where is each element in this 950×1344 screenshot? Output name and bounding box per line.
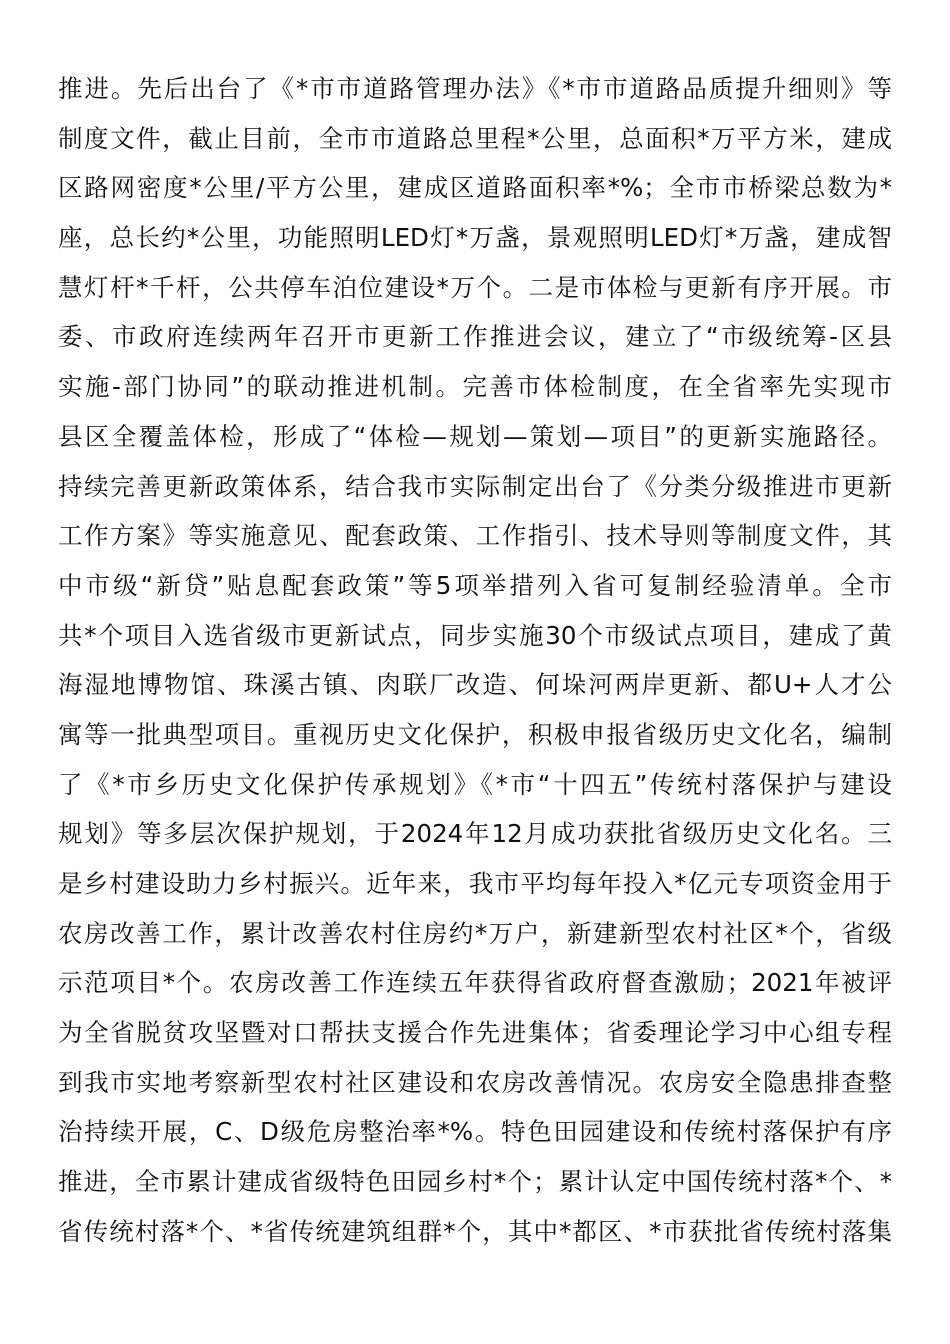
text-line: 座，总长约*公里，功能照明LED灯*万盏，景观照明LED灯*万盏，建成智 [58, 223, 892, 253]
text-line: 实施-部门协同”的联动推进机制。完善市体检制度，在全省率先实现市 [58, 372, 892, 402]
text-line: 了《*市乡历史文化保护传承规划》《*市“十四五”传统村落保护与建设 [58, 769, 892, 799]
text-line: 为全省脱贫攻坚暨对口帮扶支援合作先进集体；省委理论学习中心组专程 [58, 1018, 892, 1048]
text-line: 县区全覆盖体检，形成了“体检—规划—策划—项目”的更新实施路径。 [58, 421, 892, 451]
text-line: 农房改善工作，累计改善农村住房约*万户，新建新型农村社区*个，省级 [58, 918, 892, 948]
text-line: 到我市实地考察新型农村社区建设和农房改善情况。农房安全隐患排查整 [58, 1067, 892, 1097]
text-line: 制度文件，截止目前，全市市道路总里程*公里，总面积*万平方米，建成 [58, 123, 892, 153]
text-line: 示范项目*个。农房改善工作连续五年获得省政府督查激励；2021年被评 [58, 968, 892, 998]
text-line: 委、市政府连续两年召开市更新工作推进会议，建立了“市级统筹-区县 [58, 322, 892, 352]
text-line: 共*个项目入选省级市更新试点，同步实施30个市级试点项目，建成了黄 [58, 620, 892, 650]
text-line: 推进，全市累计建成省级特色田园乡村*个；累计认定中国传统村落*个、* [58, 1167, 892, 1197]
text-line: 中市级“新贷”贴息配套政策”等5项举措列入省可复制经验清单。全市 [58, 570, 892, 600]
text-line: 治持续开展，C、D级危房整治率*%。特色田园建设和传统村落保护有序 [58, 1117, 892, 1147]
text-line: 省传统村落*个、*省传统建筑组群*个，其中*都区、*市获批省传统村落集 [58, 1216, 892, 1246]
text-line: 推进。先后出台了《*市市道路管理办法》《*市市道路品质提升细则》等 [58, 74, 892, 103]
text-line: 慧灯杆*千杆，公共停车泊位建设*万个。二是市体检与更新有序开展。市 [58, 272, 892, 302]
body-paragraph [58, 64, 892, 1257]
text-line: 工作方案》等实施意见、配套政策、工作指引、技术导则等制度文件，其 [58, 521, 892, 551]
text-line: 寓等一批典型项目。重视历史文化保护，积极申报省级历史文化名，编制 [58, 719, 892, 749]
text-line: 是乡村建设助力乡村振兴。近年来，我市平均每年投入*亿元专项资金用于 [58, 869, 892, 898]
text-line: 海湿地博物馆、珠溪古镇、肉联厂改造、何垛河两岸更新、都U+人才公 [58, 670, 892, 700]
text-line: 区路网密度*公里/平方公里，建成区道路面积率*%；全市市桥梁总数为* [58, 173, 892, 203]
text-line: 规划》等多层次保护规划，于2024年12月成功获批省级历史文化名。三 [58, 819, 892, 849]
text-line: 持续完善更新政策体系，结合我市实际制定出台了《分类分级推进市更新 [58, 471, 892, 501]
